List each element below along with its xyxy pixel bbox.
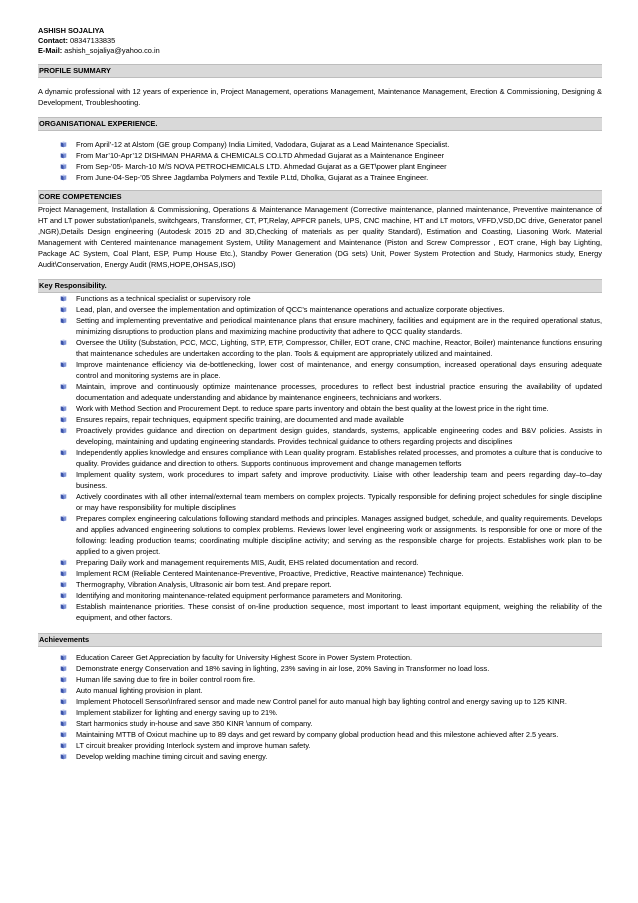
book-bullet-icon bbox=[60, 383, 67, 390]
experience-item bbox=[38, 172, 602, 183]
resume-header bbox=[38, 26, 602, 56]
key-responsibility-heading: Key Responsibility. bbox=[38, 279, 602, 293]
responsibility-item-text: Oversee the Utility (Substation, PCC, MCC, Lighting, STP, ETP, Compressor, Chiller, EOT crane, CNC machine, Reactor, Boiler) maintenance functions ensuring that maintenance schedules are undertaken according to the plan. Tools & equipment are appropriately utilized and maintained. bbox=[76, 338, 602, 358]
book-bullet-icon bbox=[60, 581, 67, 588]
responsibility-item-text: Improve maintenance efficiency via de-bottlenecking, lower cost of maintenance, and energy consumption, increased operational days ensuring adequate control and monitoring systems are in place. bbox=[76, 360, 602, 380]
responsibility-item-text: Ensures repairs, repair techniques, equipment specific training, are documented and made available bbox=[76, 415, 404, 424]
book-bullet-icon bbox=[60, 174, 67, 181]
achievement-item-text: Develop welding machine timing circuit and saving energy. bbox=[76, 752, 268, 761]
contact-value: 08347133835 bbox=[70, 36, 116, 45]
achievement-item bbox=[38, 674, 602, 685]
responsibility-item bbox=[38, 513, 602, 557]
responsibility-item-text: Functions as a technical specialist or supervisory role bbox=[76, 294, 251, 303]
achievements-heading: Achievements bbox=[38, 633, 602, 647]
achievements-list bbox=[38, 652, 602, 762]
responsibility-item bbox=[38, 447, 602, 469]
responsibility-item-text: Prepares complex engineering calculations following standard methods and principles. Manages assigned budget, schedule, and quality requirements. Develops and applies advanced engineering solutions to complex problems. Reviews lower level engineering work or assignments. Is responsible for one or more of the following: leading production teams; coordinating multiple discipline activity; and serving as the responsible charge for projects. Establishes work plan to be applied to a given project. bbox=[76, 514, 602, 556]
experience-item bbox=[38, 150, 602, 161]
core-competencies-text: Project Management, Installation & Commissioning, Operations & Maintenance Management (Corrective maintenance, planned maintenance, Preventive maintenance of HT and LT power substation\panels, switchgears, Transformer, CT, PT,Relay, APFCR panels, UPS, CNC machine, HT and LT motors, VFFD,VSD,DC drive, Generator panel ,NGR),Details Design engineering (Autodesk 2015 2D and 3D,Checking of materials as per quality Standard), Estimation and Coasting, Liasoning Work. Material Management with Centered maintenance management System, Utility Management and Maintenance (Piston and Screw Compressor , EOT crane, High bay Lighting, Package AC System, Coal Plant, ESP, Pump House Etc.), Standby Power Generation (DG sets) Unit, Power System Protection and Study, Harmonics study, Energy Audit\Conservation, Energy Audit (RMS,HOPE,OHSAS,ISO) bbox=[38, 205, 602, 269]
book-bullet-icon bbox=[60, 665, 67, 672]
experience-item-text: From June-04-Sep-’05 Shree Jagdamba Polymers and Textile P.Ltd, Dholka, Gujarat as a Trainee Engineer. bbox=[76, 173, 429, 182]
experience-item-text: From Mar’10-Apr’12 DISHMAN PHARMA & CHEMICALS CO.LTD Ahmedad Gujarat as a Maintenance Engineer bbox=[76, 151, 445, 160]
book-bullet-icon bbox=[60, 603, 67, 610]
email-line bbox=[38, 46, 602, 56]
achievement-item-text: Implement stabilizer for lighting and energy saving up to 21%. bbox=[76, 708, 278, 717]
book-bullet-icon bbox=[60, 493, 67, 500]
responsibility-item bbox=[38, 590, 602, 601]
book-bullet-icon bbox=[60, 471, 67, 478]
achievement-item bbox=[38, 751, 602, 762]
profile-summary-text: A dynamic professional with 12 years of experience in, Project Management, operations Management, Maintenance Management, Erection & Commissioning, Designing & Development, Troubleshooting. bbox=[38, 87, 602, 107]
organisational-experience-heading: ORGANISATIONAL EXPERIENCE. bbox=[38, 117, 602, 131]
responsibility-item bbox=[38, 337, 602, 359]
responsibility-item bbox=[38, 469, 602, 491]
key-responsibility-list bbox=[38, 293, 602, 623]
book-bullet-icon bbox=[60, 676, 67, 683]
responsibility-item bbox=[38, 414, 602, 425]
achievement-item bbox=[38, 663, 602, 674]
responsibility-item-text: Establish maintenance priorities. These consist of on-line production sequence, most important to least important equipment, weighing the reliability of the equipment, and other factors. bbox=[76, 602, 602, 622]
profile-summary-heading: PROFILE SUMMARY bbox=[38, 64, 602, 78]
responsibility-item-text: Implement RCM (Reliable Centered Maintenance-Preventive, Proactive, Predictive, Reactive maintenance) Technique. bbox=[76, 569, 464, 578]
achievement-item bbox=[38, 685, 602, 696]
book-bullet-icon bbox=[60, 720, 67, 727]
book-bullet-icon bbox=[60, 731, 67, 738]
responsibility-item-text: Maintain, improve and continuously optimize maintenance processes, procedures to reflect best industrial practice ensuring the availability of updated documentation and adequate understanding and abidance by maintenance engineers, technicians and workers. bbox=[76, 382, 602, 402]
responsibility-item-text: Preparing Daily work and management requirements MIS, Audit, EHS related documentation and record. bbox=[76, 558, 419, 567]
responsibility-item bbox=[38, 359, 602, 381]
responsibility-item bbox=[38, 425, 602, 447]
book-bullet-icon bbox=[60, 141, 67, 148]
responsibility-item bbox=[38, 304, 602, 315]
book-bullet-icon bbox=[60, 570, 67, 577]
responsibility-item bbox=[38, 557, 602, 568]
responsibility-item-text: Thermography, Vibration Analysis, Ultrasonic air born test. And prepare report. bbox=[76, 580, 332, 589]
responsibility-item bbox=[38, 579, 602, 590]
book-bullet-icon bbox=[60, 449, 67, 456]
book-bullet-icon bbox=[60, 559, 67, 566]
book-bullet-icon bbox=[60, 427, 67, 434]
responsibility-item bbox=[38, 568, 602, 579]
resume-page bbox=[38, 26, 602, 762]
book-bullet-icon bbox=[60, 416, 67, 423]
experience-item bbox=[38, 161, 602, 172]
achievement-item-text: Start harmonics study in-house and save 350 KINR \annum of company. bbox=[76, 719, 313, 728]
responsibility-item-text: Identifying and monitoring maintenance-related equipment performance parameters and Monitoring. bbox=[76, 591, 403, 600]
book-bullet-icon bbox=[60, 709, 67, 716]
organisational-experience-list bbox=[38, 139, 602, 183]
responsibility-item-text: Implement quality system, work procedures to impart safety and improve productivity. Liaise with other leadership team and peers regarding day–to–day business. bbox=[76, 470, 602, 490]
book-bullet-icon bbox=[60, 152, 67, 159]
experience-item-text: From April’-12 at Alstom (GE group Company) India Limited, Vadodara, Gujarat as a Lead Maintenance Specialist. bbox=[76, 140, 450, 149]
responsibility-item-text: Setting and implementing preventative and periodical maintenance plans that ensure machinery, facilities and equipment are in the required operational status, minimizing disruptions to production plans and maximizing machine productivity that adhere to QCC quality standards. bbox=[76, 316, 602, 336]
responsibility-item bbox=[38, 293, 602, 304]
email-label: E-Mail: bbox=[38, 46, 63, 55]
book-bullet-icon bbox=[60, 339, 67, 346]
book-bullet-icon bbox=[60, 687, 67, 694]
book-bullet-icon bbox=[60, 295, 67, 302]
achievement-item-text: Implement Photocell Sensor\Infrared sensor and made new Control panel for auto manual high bay lighting control and energy saving up to 125 KINR. bbox=[76, 697, 567, 706]
email-value: ashish_sojaliya@yahoo.co.in bbox=[64, 46, 160, 55]
responsibility-item-text: Actively coordinates with all other internal/external team members on complex projects. Typically responsible for defining project schedules for single discipline or may have responsibility for multiple disciplines bbox=[76, 492, 602, 512]
book-bullet-icon bbox=[60, 698, 67, 705]
contact-label: Contact: bbox=[38, 36, 68, 45]
book-bullet-icon bbox=[60, 592, 67, 599]
achievement-item-text: Auto manual lighting provision in plant. bbox=[76, 686, 203, 695]
responsibility-item-text: Lead, plan, and oversee the implementation and optimization of QCC's maintenance operations and actualize corporate objectives. bbox=[76, 305, 505, 314]
responsibility-item bbox=[38, 601, 602, 623]
book-bullet-icon bbox=[60, 306, 67, 313]
achievement-item bbox=[38, 729, 602, 740]
contact-line bbox=[38, 36, 602, 46]
candidate-name: ASHISH SOJALIYA bbox=[38, 26, 105, 35]
responsibility-item bbox=[38, 403, 602, 414]
book-bullet-icon bbox=[60, 742, 67, 749]
core-competencies-heading: CORE COMPETENCIES bbox=[38, 190, 602, 204]
book-bullet-icon bbox=[60, 515, 67, 522]
achievement-item bbox=[38, 740, 602, 751]
responsibility-item-text: Work with Method Section and Procurement Dept. to reduce spare parts inventory and obtain the best quality at the lowest price in the right time. bbox=[76, 404, 549, 413]
achievement-item bbox=[38, 652, 602, 663]
achievement-item-text: Maintaining MTTB of Oxicut machine up to 89 days and get reward by company global production head and this milestone achieved after 2.5 years. bbox=[76, 730, 559, 739]
achievement-item-text: Demonstrate energy Conservation and 18% saving in lighting, 23% saving in air lose, 20% Saving in Transformer no load loss. bbox=[76, 664, 490, 673]
book-bullet-icon bbox=[60, 753, 67, 760]
book-bullet-icon bbox=[60, 317, 67, 324]
book-bullet-icon bbox=[60, 654, 67, 661]
experience-item bbox=[38, 139, 602, 150]
experience-item-text: From Sep-’05- March-10 M/S NOVA PETROCHEMICALS LTD. Ahmedad Gujarat as a GET\power plant Engineer bbox=[76, 162, 447, 171]
responsibility-item bbox=[38, 491, 602, 513]
responsibility-item-text: Proactively provides guidance and direction on department design guides, standards, systems, applicable engineering codes and B&V policies. Assists in developing, maintaining and updating engineering standards. Provides technical guidance to others regarding projects and disciplines bbox=[76, 426, 602, 446]
achievement-item bbox=[38, 696, 602, 707]
responsibility-item bbox=[38, 315, 602, 337]
achievement-item-text: LT circuit breaker providing Interlock system and improve human safety. bbox=[76, 741, 311, 750]
responsibility-item-text: Independently applies knowledge and ensures compliance with Lean quality program. Establishes related processes, and promotes a culture that is conducive to quality. Provides guidance and direction to others. Supports continuous improvement and change managemen tefforts bbox=[76, 448, 602, 468]
book-bullet-icon bbox=[60, 405, 67, 412]
responsibility-item bbox=[38, 381, 602, 403]
book-bullet-icon bbox=[60, 163, 67, 170]
book-bullet-icon bbox=[60, 361, 67, 368]
achievement-item bbox=[38, 718, 602, 729]
achievement-item-text: Education Career Get Appreciation by faculty for University Highest Score in Power System Protection. bbox=[76, 653, 413, 662]
achievement-item bbox=[38, 707, 602, 718]
achievement-item-text: Human life saving due to fire in boiler control room fire. bbox=[76, 675, 256, 684]
